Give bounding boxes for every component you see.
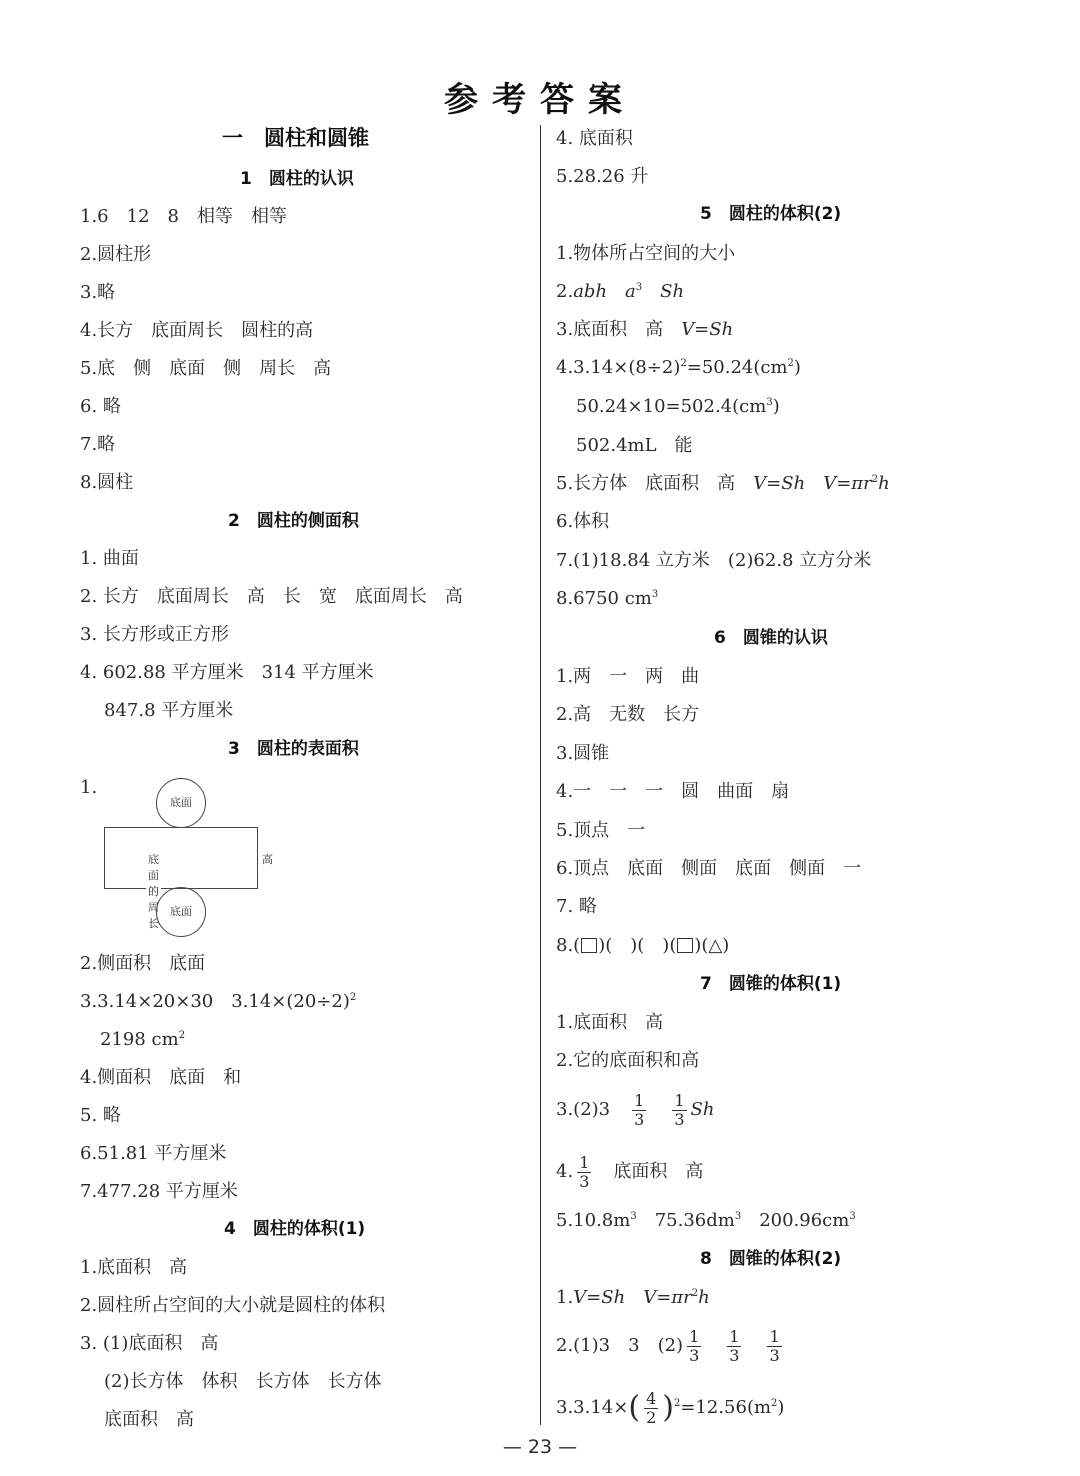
- answer-line: 4.长方 底面周长 圆柱的高: [80, 320, 314, 341]
- page-number: — 23 —: [502, 1436, 578, 1458]
- circumference-label: 底面的周长: [148, 853, 159, 930]
- answer-line: 4. 底面积: [556, 128, 633, 149]
- answer-line: 8.6750 $cm^3$: [556, 588, 659, 609]
- answer-line: 1.底面积 高: [556, 1012, 664, 1033]
- section-title-3: 3 圆柱的表面积: [228, 739, 359, 759]
- answer-line: 1.底面积 高: [80, 1257, 188, 1278]
- answer-line: 3. (1)底面积 高: [80, 1333, 219, 1354]
- answer-line: 7.477.28 平方厘米: [80, 1181, 238, 1202]
- answer-line: 1.物体所占空间的大小: [556, 243, 736, 264]
- answer-line: 3.3.14×20×30 $3.14\times(20\div 2)^2$: [80, 991, 357, 1012]
- section-title-7: 7 圆锥的体积(1): [700, 974, 842, 994]
- answer-line: 4. $\frac{1}{3}$ 底面积 高: [556, 1153, 704, 1191]
- square-icon: [581, 938, 597, 953]
- chapter-title: 一 圆柱和圆锥: [222, 126, 369, 150]
- answer-line: 5.顶点 一: [556, 820, 646, 841]
- section-title-2: 2 圆柱的侧面积: [228, 511, 359, 531]
- lateral-rectangle: [104, 827, 258, 889]
- fraction: $\frac{1}{3}$: [579, 1153, 590, 1191]
- answer-line: 4. 602.88 平方厘米 314 平方厘米: [80, 662, 374, 683]
- answer-line: 1.V=Sh $V=\pi r^2h$: [556, 1287, 710, 1308]
- square-icon: [677, 938, 693, 953]
- top-base-circle: 底面: [156, 778, 206, 828]
- answer-line: 2.圆柱形: [80, 244, 152, 265]
- answer-line: 2.侧面积 底面: [80, 953, 206, 974]
- answer-line: $50.24\times 10=502.4(cm^3)$: [576, 396, 780, 417]
- height-label: 高: [262, 853, 273, 866]
- fraction: $\frac{1}{3}$: [674, 1091, 685, 1129]
- answer-line: 3.略: [80, 282, 116, 303]
- answer-line: 7.(1)18.84 立方米 (2)62.8 立方分米: [556, 550, 872, 571]
- bottom-base-circle: 底面: [156, 887, 206, 937]
- answer-line: 2.它的底面积和高: [556, 1050, 700, 1071]
- answer-line: 3. 长方形或正方形: [80, 624, 229, 645]
- page-title: 参考答案: [444, 80, 636, 120]
- section-title-4: 4 圆柱的体积(1): [224, 1219, 366, 1239]
- answer-line: 6.51.81 平方厘米: [80, 1143, 227, 1164]
- answer-line: 8.圆柱: [80, 472, 134, 493]
- answer-line: $4.3.14\times(8\div 2)^2=50.24(cm^2)$: [556, 357, 801, 378]
- answer-line: 3.圆锥: [556, 743, 610, 764]
- answer-line: 7.略: [80, 434, 116, 455]
- answer-line: 2.圆柱所占空间的大小就是圆柱的体积: [80, 1295, 386, 1316]
- fraction: $\frac{1}{3}$: [689, 1327, 700, 1365]
- answer-line: 6.顶点 底面 侧面 底面 侧面 一: [556, 858, 862, 879]
- answer-line: 2198 $cm^2$: [100, 1029, 186, 1050]
- answer-line: 502.4mL 能: [576, 435, 693, 456]
- answer-line: 7. 略: [556, 896, 597, 917]
- section-title-6: 6 圆锥的认识: [714, 628, 828, 648]
- fraction: $\frac{1}{3}$: [769, 1327, 780, 1365]
- answer-line: 847.8 平方厘米: [104, 700, 234, 721]
- answer-line: 6.体积: [556, 511, 610, 532]
- section-title-1: 1 圆柱的认识: [240, 169, 354, 189]
- answer-line: 5.底 侧 底面 侧 周长 高: [80, 358, 332, 379]
- answer-line: 3.(2)3 $\frac{1}{3}$ $\frac{1}{3}$ Sh: [556, 1091, 715, 1129]
- answer-line: 2.高 无数 长方: [556, 704, 700, 725]
- answer-line: 3.底面积 高 V=Sh: [556, 319, 734, 340]
- answer-line: 5. 略: [80, 1105, 121, 1126]
- answer-line: 5.长方体 底面积 高 V=Sh $V=\pi r^2h$: [556, 473, 890, 494]
- answer-line: 4.侧面积 底面 和: [80, 1067, 242, 1088]
- fraction: $\frac{4}{2}$: [646, 1389, 657, 1427]
- fraction: $\frac{1}{3}$: [729, 1327, 740, 1365]
- answer-line: 6. 略: [80, 396, 121, 417]
- answer-line: 5.28.26 升: [556, 166, 649, 187]
- answer-line: 1.: [80, 777, 98, 798]
- answer-line: $5.10.8m^3$ $75.36dm^3$ $200.96cm^3$: [556, 1210, 856, 1231]
- answer-line: 2.abh $a^3$ Sh: [556, 281, 685, 302]
- fraction: $\frac{1}{3}$: [634, 1091, 645, 1129]
- column-divider: [540, 125, 541, 1425]
- section-title-8: 8 圆锥的体积(2): [700, 1249, 842, 1269]
- answer-line: 3.3.14×( $\frac{4}{2}$ )$^2=12.56(m^2)$: [556, 1389, 785, 1427]
- answer-line: 1.6 12 8 相等 相等: [80, 206, 287, 227]
- answer-line: 1.两 一 两 曲: [556, 666, 700, 687]
- answer-line: 4.一 一 一 圆 曲面 扇: [556, 781, 790, 802]
- section-title-5: 5 圆柱的体积(2): [700, 204, 842, 224]
- answer-line: 1. 曲面: [80, 548, 139, 569]
- answer-line: 底面积 高: [104, 1409, 194, 1430]
- answer-line: 8.( )( )( )( )(△): [556, 935, 730, 956]
- answer-line: (2)长方体 体积 长方体 长方体: [104, 1371, 382, 1392]
- answer-line: 2. 长方 底面周长 高 长 宽 底面周长 高: [80, 586, 463, 607]
- answer-line: 2.(1)3 3 (2) $\frac{1}{3}$ $\frac{1}{3}$ $\frac{1}{3}$: [556, 1327, 780, 1365]
